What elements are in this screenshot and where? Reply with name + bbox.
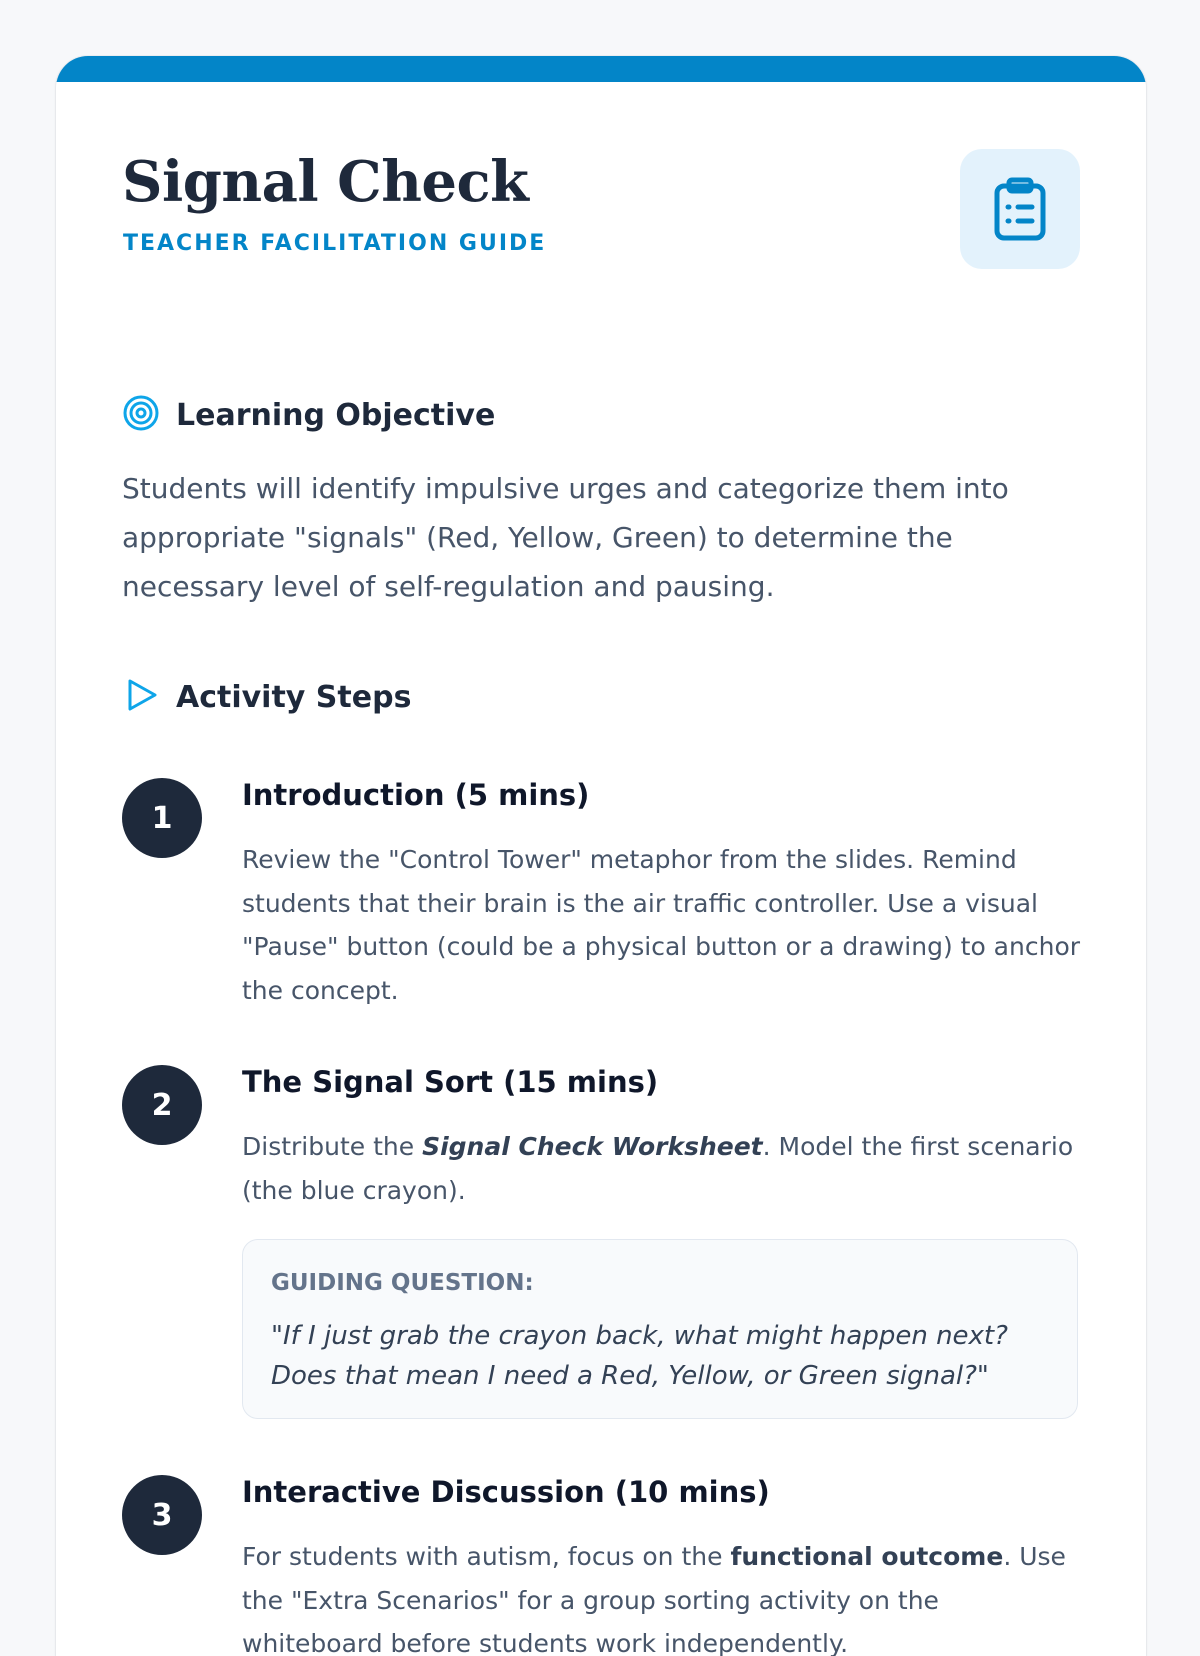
step-title: Interactive Discussion (10 mins) [242,1475,770,1509]
learning-objective-heading [122,394,495,436]
accent-top-bar [56,56,1146,82]
play-icon [122,676,160,718]
step-description: Review the "Control Tower" metaphor from the slides. Remind students that their brain is the air traffic controller. Use a visual "Pause" button (could be a physical button or a drawing) to anchor the concept. [242,845,1081,1005]
guiding-question-box [242,1239,1078,1419]
target-icon [122,394,160,436]
clipboard-list-icon [960,149,1080,269]
learning-objective-text: Students will identify impulsive urges and categorize them into appropriate "signals" (Red, Yellow, Green) to determine the necessary level of self-regulation and pausing. [122,472,1009,603]
guiding-question-text: "If I just grab the crayon back, what might happen next? Does that mean I need a Red, Yellow, or Green signal?" [271,1321,1008,1391]
step-number-badge: 1 [122,778,202,858]
step-description-text: For students with autism, focus on the [242,1542,731,1571]
page-subtitle: TEACHER FACILITATION GUIDE [123,231,547,256]
key-phrase: functional outcome [730,1542,1004,1571]
step-description-text: Distribute the [242,1132,423,1161]
activity-steps-label: Activity Steps [176,679,412,715]
facilitation-guide-card [56,56,1146,1656]
step-description [242,1535,1082,1656]
step-title: The Signal Sort (15 mins) [242,1065,659,1099]
step-number-badge: 3 [122,1475,202,1555]
step-description-text: . Use the "Extra Scenarios" for a group sorting activity on the whiteboard before students work independently. [242,1542,1066,1656]
step-title: Introduction (5 mins) [242,778,590,812]
worksheet-name: Signal Check Worksheet [422,1132,763,1161]
step-description [242,1125,1082,1212]
learning-objective-label: Learning Objective [176,397,496,433]
page-title: Signal Check [122,149,529,215]
step-description-text: . Model the first scenario (the blue crayon). [242,1132,1074,1205]
step-number-badge: 2 [122,1065,202,1145]
guiding-question-label: GUIDING QUESTION: [271,1270,534,1296]
activity-steps-heading [122,676,411,718]
